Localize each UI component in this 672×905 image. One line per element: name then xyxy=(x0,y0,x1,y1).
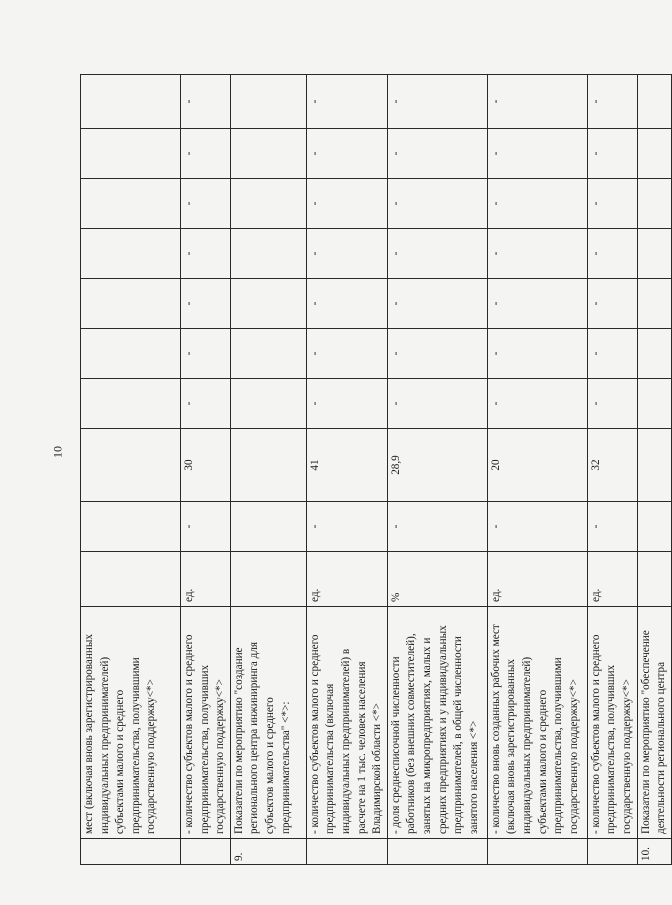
value-cell xyxy=(637,329,671,379)
indicator-name: - количество субъектов малого и среднего предпринимательства, получивших государственную поддержку<*> xyxy=(587,607,637,839)
table-row xyxy=(487,75,587,865)
value-cell xyxy=(81,502,181,552)
value-cell: - xyxy=(487,129,587,179)
unit-cell xyxy=(637,552,671,607)
value-cell: - xyxy=(587,179,637,229)
value-cell xyxy=(637,179,671,229)
value-cell: - xyxy=(487,75,587,129)
value-cell: - xyxy=(387,329,487,379)
indicator-name: Показатели по мероприятию "создание регионального центра инжиниринга для субъектов малого и среднего предпринимательства" <*>: xyxy=(230,607,306,839)
rotated-table-container xyxy=(80,99,668,865)
value-cell: - xyxy=(306,379,387,429)
value-cell: - xyxy=(181,129,231,179)
value-cell xyxy=(637,429,671,502)
value-cell: - xyxy=(587,229,637,279)
value-cell: - xyxy=(587,129,637,179)
indicator-name: Показатели по мероприятию "обеспечение деятельности регионального центра xyxy=(637,607,671,839)
table-row xyxy=(230,75,306,865)
value-cell: - xyxy=(587,279,637,329)
row-number xyxy=(587,839,637,865)
value-cell: - xyxy=(587,329,637,379)
value-cell: - xyxy=(181,179,231,229)
row-number xyxy=(487,839,587,865)
value-cell: - xyxy=(387,229,487,279)
row-number xyxy=(181,839,231,865)
value-cell: - xyxy=(487,229,587,279)
value-cell xyxy=(81,279,181,329)
indicator-name: - количество субъектов малого и среднего предпринимательства (включая индивидуальных предпринимателей) в расчете на 1 тыс. человек населения Владимирской области <*> xyxy=(306,607,387,839)
value-cell: - xyxy=(387,179,487,229)
value-cell: - xyxy=(387,379,487,429)
value-cell: - xyxy=(387,279,487,329)
value-cell: - xyxy=(387,502,487,552)
unit-cell: ед. xyxy=(587,552,637,607)
value-cell: 41 xyxy=(306,429,387,502)
row-number xyxy=(306,839,387,865)
value-cell xyxy=(230,429,306,502)
value-cell: 30 xyxy=(181,429,231,502)
value-cell xyxy=(230,179,306,229)
table-row xyxy=(587,75,637,865)
value-cell xyxy=(230,502,306,552)
indicator-name: - количество субъектов малого и среднего предпринимательства, получивших государственную поддержку<*> xyxy=(181,607,231,839)
value-cell xyxy=(81,329,181,379)
value-cell: - xyxy=(181,279,231,329)
unit-cell: ед. xyxy=(306,552,387,607)
value-cell: 32 xyxy=(587,429,637,502)
value-cell xyxy=(230,379,306,429)
unit-cell xyxy=(81,552,181,607)
value-cell xyxy=(637,129,671,179)
value-cell: - xyxy=(181,379,231,429)
value-cell: - xyxy=(587,379,637,429)
value-cell xyxy=(81,229,181,279)
value-cell: - xyxy=(487,279,587,329)
page-number: 10 xyxy=(50,446,65,458)
value-cell: - xyxy=(306,229,387,279)
value-cell: - xyxy=(387,75,487,129)
indicator-name: - доля среднесписочной численности работников (без внешних совместителей), занятых на микропредприятиях, малых и средних предприятиях и у индивидуальных предпринимателей, в общей численности занятого населения <*> xyxy=(387,607,487,839)
value-cell xyxy=(637,75,671,129)
value-cell xyxy=(230,129,306,179)
unit-cell xyxy=(230,552,306,607)
value-cell: - xyxy=(306,502,387,552)
value-cell: - xyxy=(181,229,231,279)
indicator-name: мест (включая вновь зарегистрированных индивидуальных предпринимателей) субъектами малого и среднего предпринимательства, получившими государственную поддержку<*> xyxy=(81,607,181,839)
row-number xyxy=(387,839,487,865)
value-cell: 20 xyxy=(487,429,587,502)
unit-cell: ед. xyxy=(487,552,587,607)
value-cell: - xyxy=(306,75,387,129)
value-cell xyxy=(230,329,306,379)
value-cell xyxy=(637,229,671,279)
value-cell xyxy=(230,279,306,329)
value-cell xyxy=(81,129,181,179)
value-cell: - xyxy=(181,502,231,552)
value-cell xyxy=(81,75,181,129)
value-cell xyxy=(230,75,306,129)
value-cell xyxy=(81,379,181,429)
indicators-table xyxy=(80,74,672,865)
row-number: 10. xyxy=(637,839,671,865)
value-cell xyxy=(637,502,671,552)
value-cell: - xyxy=(487,179,587,229)
value-cell xyxy=(81,429,181,502)
indicator-name: - количество вновь созданных рабочих мест (включая вновь зарегистрированных индивидуальных предпринимателей) субъектами малого и среднего предпринимательства, получившими государственную поддержку<*> xyxy=(487,607,587,839)
value-cell: - xyxy=(306,179,387,229)
unit-cell: % xyxy=(387,552,487,607)
value-cell: - xyxy=(387,129,487,179)
table-row xyxy=(81,75,181,865)
table-row xyxy=(181,75,231,865)
value-cell: - xyxy=(487,329,587,379)
unit-cell: ед. xyxy=(181,552,231,607)
value-cell xyxy=(81,179,181,229)
value-cell xyxy=(637,379,671,429)
table-row xyxy=(306,75,387,865)
table-row xyxy=(637,75,671,865)
value-cell: - xyxy=(587,75,637,129)
value-cell: - xyxy=(306,279,387,329)
value-cell: 28,9 xyxy=(387,429,487,502)
row-number xyxy=(81,839,181,865)
value-cell: - xyxy=(306,129,387,179)
value-cell: - xyxy=(181,75,231,129)
value-cell: - xyxy=(181,329,231,379)
value-cell: - xyxy=(587,502,637,552)
table-row xyxy=(387,75,487,865)
value-cell: - xyxy=(487,502,587,552)
value-cell xyxy=(637,279,671,329)
row-number: 9. xyxy=(230,839,306,865)
value-cell: - xyxy=(487,379,587,429)
value-cell: - xyxy=(306,329,387,379)
value-cell xyxy=(230,229,306,279)
